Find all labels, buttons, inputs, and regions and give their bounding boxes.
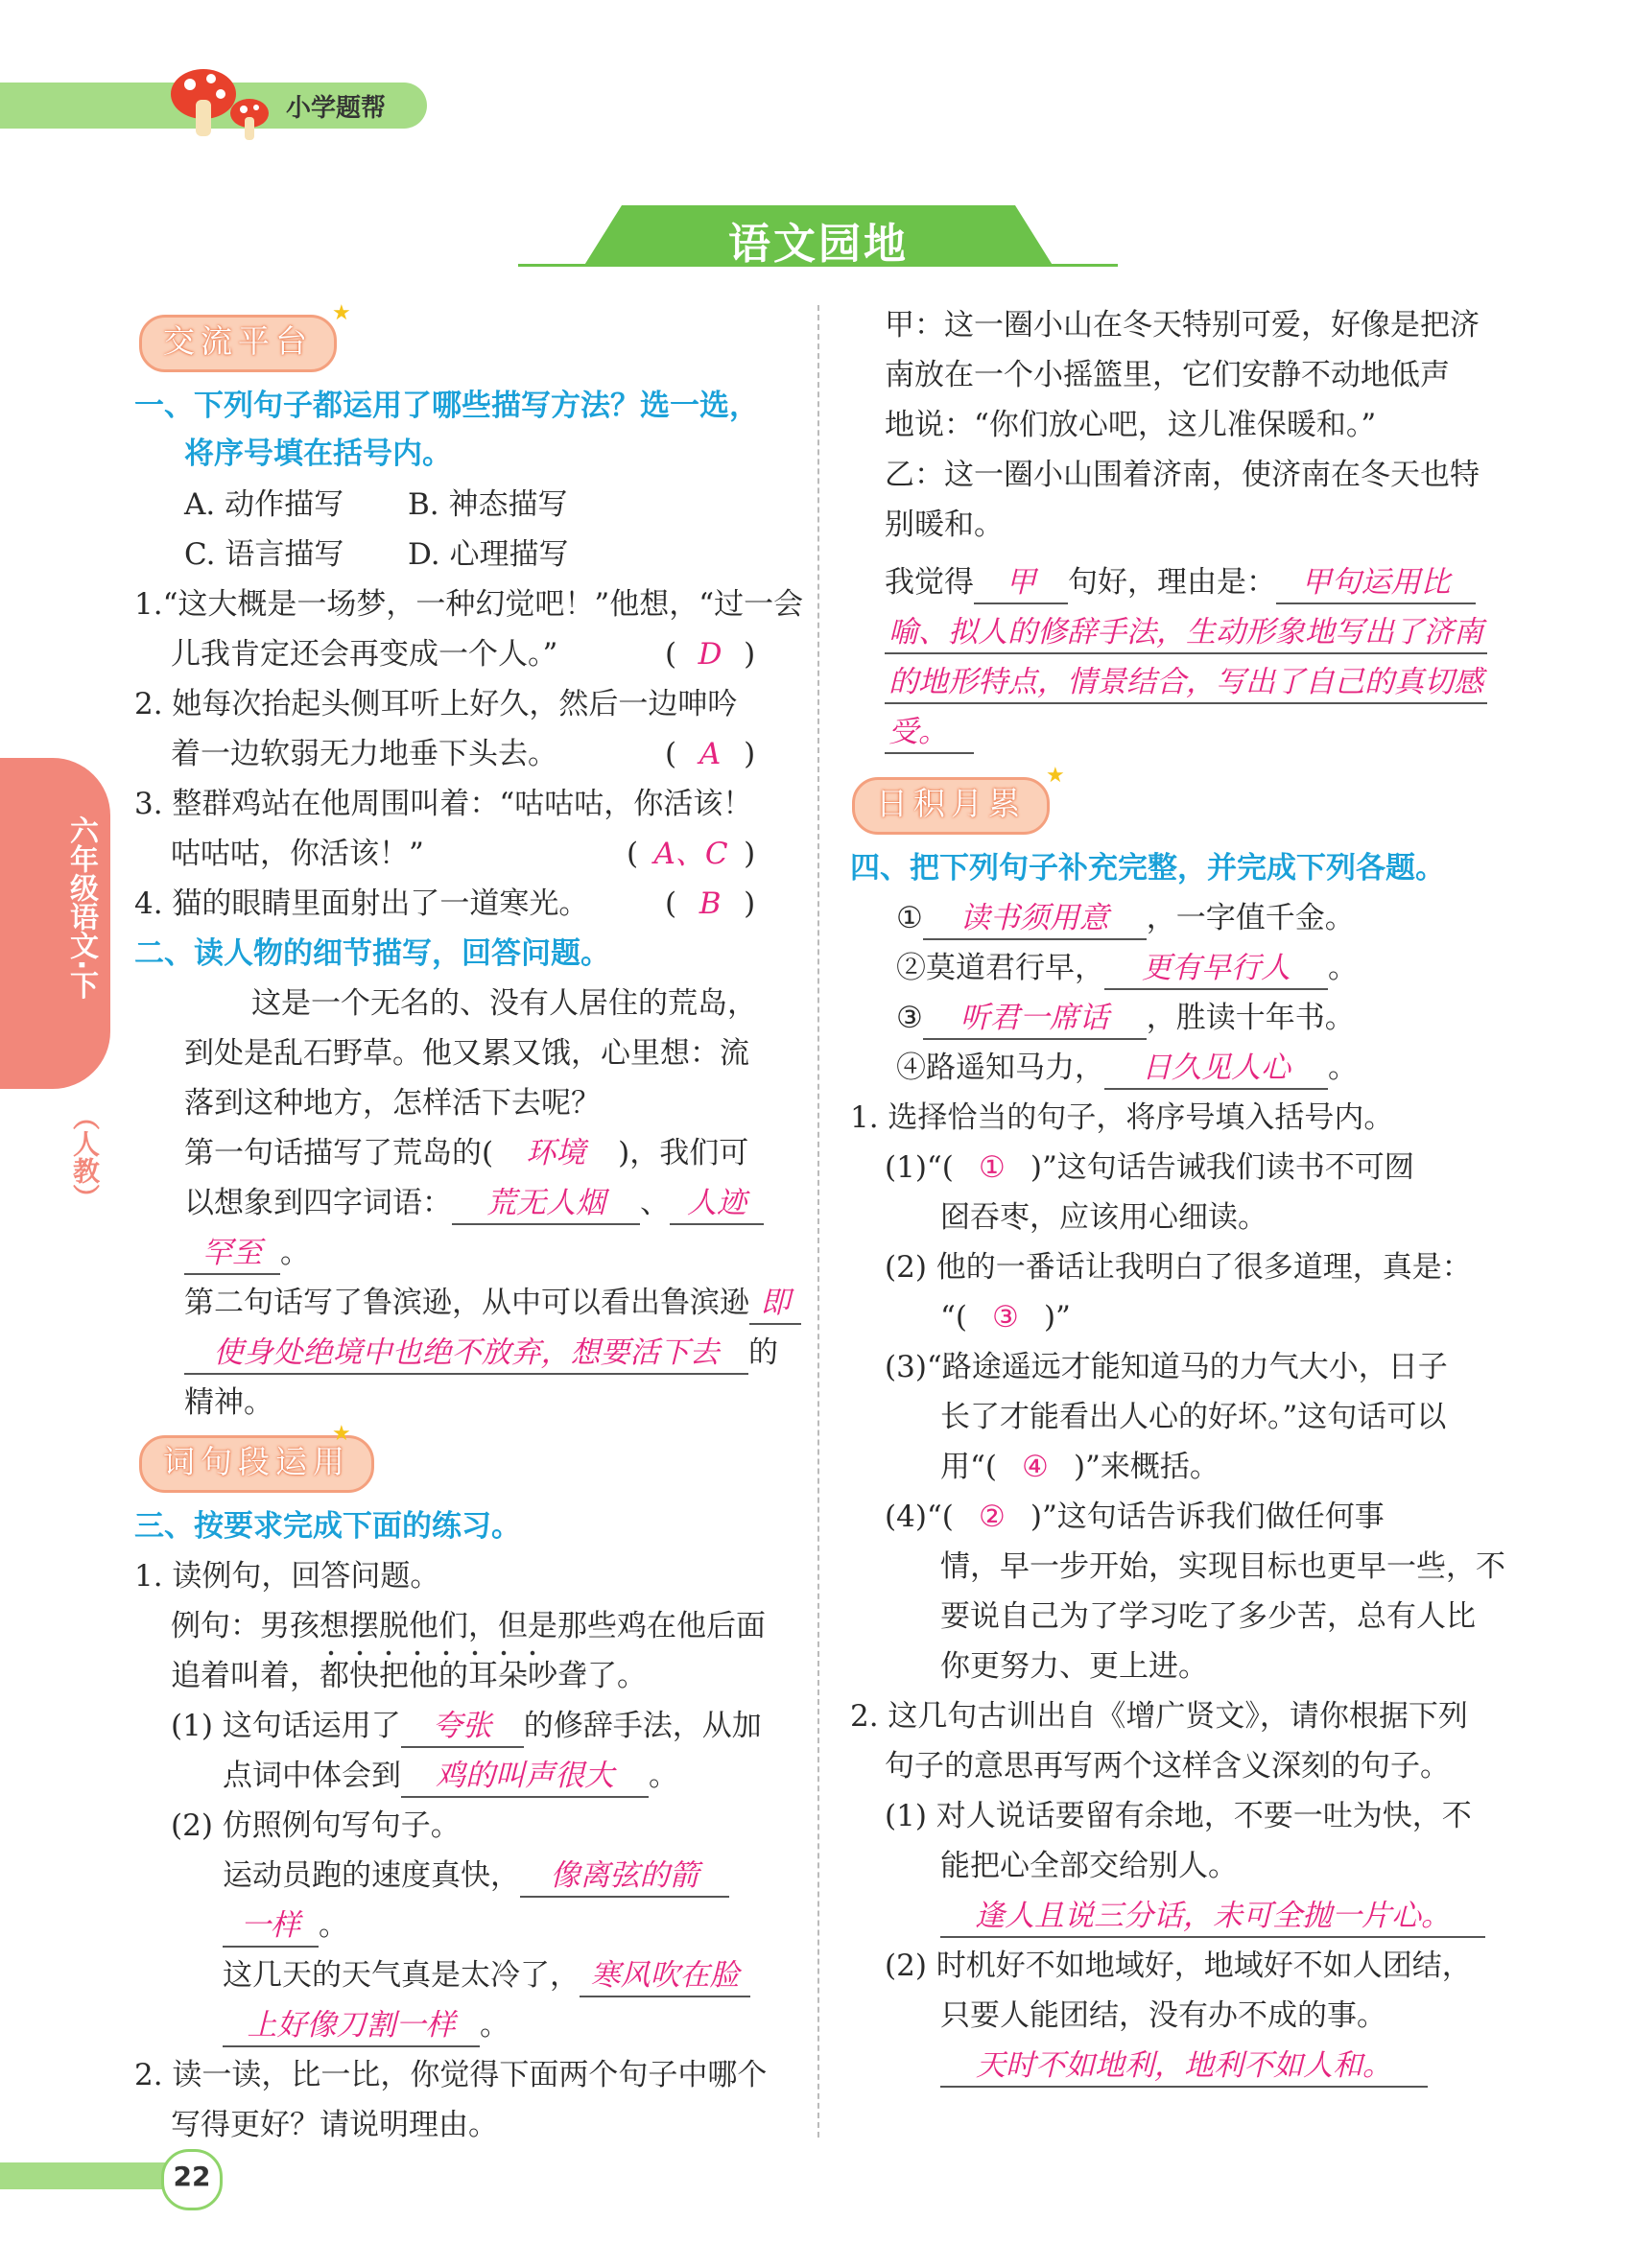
star-icon: ★ — [332, 301, 351, 325]
fill2-text: ②莫道君行早， — [896, 951, 1104, 985]
proverb-1-b: 能把心全部交给别人。 — [940, 1849, 1238, 1883]
s3-answer-b: 使身处绝境中也绝不放弃，想要活下去 — [184, 1333, 748, 1375]
proverb-1-answer: 逢人且说三分话，未可全抛一片心。 — [940, 1896, 1485, 1938]
choose-3-c — [940, 1447, 1220, 1487]
proverb-2-a: (2) 时机好不如地域好，地域好不如人团结， — [885, 1949, 1472, 1983]
q3-item2-b: 写得更好？请说明理由。 — [171, 2108, 498, 2142]
s2-end: 。 — [280, 1236, 310, 1270]
choose-4-b: 情，早一步开始，实现目标也更早一些，不 — [940, 1549, 1505, 1584]
q3-item1: 1. 读例句，回答问题。 — [134, 1559, 440, 1594]
fill-3 — [896, 998, 1355, 1040]
answer-line-s1 — [184, 1133, 748, 1173]
choose2-answer: ③ — [992, 1300, 1019, 1335]
choose-3-a: (3)“路途遥远才能知道马的力气大小，日子 — [885, 1350, 1448, 1384]
fill3-answer: 听君一席话 — [923, 998, 1147, 1040]
sub1-answer: 夸张 — [401, 1706, 524, 1748]
item2-line-b: 着一边软弱无力地垂下头去。 — [171, 737, 557, 771]
fill2-end: 。 — [1328, 951, 1358, 985]
item1-line-b: 儿我肯定还会再变成一个人。” — [171, 637, 558, 672]
write1-answer-a: 像离弦的箭 — [520, 1855, 729, 1898]
write1-line-a — [223, 1855, 729, 1898]
q1-title-a: 一、下列句子都运用了哪些描写方法？选一选， — [134, 389, 759, 423]
choose-1-a — [885, 1147, 1414, 1188]
option-b: B. 神态描写 — [408, 487, 568, 522]
reason-line-1 — [885, 562, 1476, 604]
item4-paren: ( B ) — [665, 884, 755, 924]
sub1-text-c: 点词中体会到 — [223, 1759, 401, 1793]
choose-2-a: (2) 他的一番话让我明白了很多道理，真是： — [885, 1250, 1472, 1285]
reason-line-4 — [885, 712, 974, 754]
q1-title-b: 将序号填在括号内。 — [184, 437, 452, 471]
item3-answer: A、C — [653, 837, 728, 871]
q4-title: 四、把下列句子补充完整，并完成下列各题。 — [850, 851, 1445, 886]
sub1-text-a: (1) 这句话运用了 — [171, 1709, 401, 1743]
s3-text-a: 第二句话写了鲁滨逊，从中可以看出鲁滨逊 — [184, 1286, 749, 1320]
choose-3-b: 长了才能看出人心的好坏。”这句话可以 — [940, 1400, 1447, 1434]
choose2-open: “( — [940, 1300, 967, 1335]
choose-4-d: 你更努力、更上进。 — [940, 1649, 1208, 1684]
proverb-1-answer-line — [940, 1896, 1485, 1938]
choose-1-b: 囵吞枣，应该用心细读。 — [940, 1200, 1267, 1235]
choose3-answer: ④ — [1022, 1450, 1049, 1484]
write2-end: 。 — [480, 2008, 509, 2043]
write2-answer-b: 上好像刀割一样 — [223, 2005, 480, 2047]
option-c: C. 语言描写 — [184, 537, 344, 572]
q3-title: 三、按要求完成下面的练习。 — [134, 1509, 521, 1544]
footer-bar — [0, 2162, 182, 2189]
answer-line-s3c: 精神。 — [184, 1385, 273, 1420]
write-title-a: 2. 这几句古训出自《增广贤文》，请你根据下列 — [850, 1699, 1468, 1734]
fill2-answer: 更有早行人 — [1104, 948, 1328, 990]
choose-4-c: 要说自己为了学习吃了多少苦，总有人比 — [940, 1599, 1476, 1634]
choose3-open: 用“( — [940, 1450, 997, 1484]
write2-answer-a: 寒风吹在脸 — [580, 1955, 750, 1997]
section-tag-accumulate — [852, 777, 1050, 835]
choose1-text: )”这句话告诫我们读书不可囫 — [1030, 1150, 1414, 1185]
star-icon: ★ — [332, 1422, 351, 1446]
sub1-line-b — [223, 1756, 678, 1798]
item4-line-a: 4. 猫的眼睛里面射出了一道寒光。 — [134, 886, 589, 921]
fill-4 — [896, 1048, 1358, 1090]
fill-2 — [896, 948, 1358, 990]
fill1-prefix: ① — [896, 901, 923, 935]
item3-paren: ( A、C ) — [627, 834, 755, 874]
s3-text-b: 的 — [748, 1335, 778, 1370]
choose-4-a — [885, 1497, 1385, 1537]
item4-answer: B — [699, 886, 722, 921]
reason-answer-a: 甲句运用比 — [1276, 562, 1476, 604]
item1-line-a: 1.“这大概是一场梦，一种幻觉吧！”他想，“过一会 — [134, 587, 804, 622]
fill1-text: ，一字值千金。 — [1146, 901, 1355, 935]
s1-text-b: )，我们可 — [618, 1136, 749, 1170]
reason-text-b: 句好，理由是： — [1068, 565, 1276, 600]
write1-end: 。 — [319, 1908, 348, 1943]
write-title-b: 句子的意思再写两个这样含义深刻的句子。 — [885, 1749, 1450, 1784]
s1-text-a: 第一句话描写了荒岛的( — [184, 1136, 494, 1170]
proverb-2-b: 只要人能团结，没有办不成的事。 — [940, 1998, 1386, 2033]
write2-text: 这几天的天气真是太冷了， — [223, 1958, 580, 1993]
jia-line-3: 地说：“你们放心吧，这儿准保暖和。” — [885, 408, 1377, 442]
option-a: A. 动作描写 — [184, 487, 344, 522]
s2-answer-1: 荒无人烟 — [452, 1183, 640, 1225]
sub1-line-a — [171, 1706, 762, 1748]
choose4-open: (4)“( — [885, 1500, 954, 1534]
item2-line-a: 2. 她每次抬起头侧耳听上好久，然后一边呻吟 — [134, 687, 738, 721]
choose-2-b — [940, 1297, 1071, 1337]
item3-line-a: 3. 整群鸡站在他周围叫着：“咕咕咕，你活该！ — [134, 787, 753, 821]
column-divider — [817, 305, 819, 2138]
write1-line-b — [223, 1905, 348, 1948]
fill4-answer: 日久见人心 — [1104, 1048, 1328, 1090]
write2-line-b — [223, 2005, 509, 2047]
reason-line-3 — [885, 662, 1487, 704]
write1-answer-b: 一样 — [223, 1905, 319, 1948]
proverb-2-answer: 天时不如地利，地利不如人和。 — [940, 2045, 1428, 2088]
write1-text: 运动员跑的速度真快， — [223, 1858, 520, 1893]
answer-line-s3 — [184, 1283, 801, 1325]
sub1-text-b: 的修辞手法，从加 — [523, 1709, 762, 1743]
passage-line-1: 这是一个无名的、没有人居住的荒岛， — [251, 986, 757, 1021]
passage-line-3: 落到这种地方，怎样活下去呢？ — [184, 1086, 601, 1121]
q3-item2-a: 2. 读一读，比一比，你觉得下面两个句子中哪个 — [134, 2058, 768, 2092]
answer-line-s3b — [184, 1333, 778, 1375]
star-icon: ★ — [1046, 764, 1065, 788]
proverb-1-a: (1) 对人说话要留有余地，不要一吐为快，不 — [885, 1799, 1472, 1833]
q2-title: 二、读人物的细节描写，回答问题。 — [134, 936, 610, 971]
example-line-2: 追着叫着，都快把他的耳朵吵聋了。 — [171, 1659, 647, 1693]
choose3-text: )”来概括。 — [1073, 1450, 1220, 1484]
s2-answer-2b: 罕至 — [184, 1233, 280, 1275]
fill-1 — [896, 898, 1355, 940]
choose1-answer: ① — [978, 1150, 1006, 1185]
s2-text-a: 以想象到四字词语： — [184, 1186, 452, 1220]
sub2-title: (2) 仿照例句写句子。 — [171, 1808, 461, 1843]
side-tab-edition: （人教） — [69, 1103, 101, 1211]
s2-answer-2a: 人迹 — [670, 1183, 764, 1225]
reason-text-a: 我觉得 — [885, 565, 974, 600]
s2-separator: 、 — [640, 1186, 670, 1220]
write2-line-a — [223, 1955, 750, 1997]
fill4-end: 。 — [1328, 1051, 1358, 1085]
item1-paren: ( D ) — [665, 634, 755, 674]
fill3-text: ，胜读十年书。 — [1146, 1001, 1355, 1035]
yi-line-2: 别暖和。 — [885, 508, 1004, 542]
reason-answer-b: 喻、拟人的修辞手法，生动形象地写出了济南 — [885, 612, 1487, 654]
fill4-text: ④路遥知马力， — [896, 1051, 1104, 1085]
page-title: 语文园地 — [728, 220, 909, 269]
item2-answer: A — [699, 737, 722, 771]
fill3-prefix: ③ — [896, 1001, 923, 1035]
jia-line-2: 南放在一个小摇篮里，它们安静不动地低声 — [885, 358, 1450, 392]
section-tag-usage-label: 词句段运用 — [163, 1443, 350, 1480]
item1-answer: D — [698, 637, 722, 672]
proverb-2-answer-line — [940, 2045, 1428, 2088]
reason-answer-choice: 甲 — [974, 562, 1068, 604]
page-number: 22 — [173, 2161, 211, 2192]
reason-answer-c: 的地形特点，情景结合，写出了自己的真切感 — [885, 662, 1487, 704]
fill1-answer: 读书须用意 — [923, 898, 1147, 940]
jia-line-1: 甲：这一圈小山在冬天特别可爱，好像是把济 — [885, 308, 1480, 343]
mushroom-logo — [163, 58, 278, 144]
section-tag-exchange — [139, 315, 337, 372]
s3-answer-a: 即 — [749, 1283, 801, 1325]
section-tag-accumulate-label: 日积月累 — [876, 785, 1026, 822]
brand-name: 小学题帮 — [286, 94, 387, 123]
sub1-end: 。 — [649, 1759, 678, 1793]
reason-line-2 — [885, 612, 1487, 654]
s1-answer: 环境 — [526, 1136, 586, 1170]
choose4-answer: ② — [978, 1500, 1006, 1534]
item2-paren: ( A ) — [665, 734, 755, 774]
answer-line-s2 — [184, 1183, 764, 1225]
option-d: D. 心理描写 — [408, 537, 569, 572]
example-line-1: 例句：男孩想摆脱他们，但是那些鸡在他后面 — [171, 1609, 766, 1643]
sub1-answer-2: 鸡的叫声很大 — [401, 1756, 649, 1798]
yi-line-1: 乙：这一圈小山围着济南，使济南在冬天也特 — [885, 458, 1480, 492]
emphasis-dots — [317, 1650, 547, 1656]
passage-line-2: 到处是乱石野草。他又累又饿，心里想：流 — [184, 1036, 749, 1071]
answer-line-s2b — [184, 1233, 310, 1275]
choose1-open: (1)“( — [885, 1150, 954, 1185]
reason-answer-d: 受。 — [885, 712, 974, 754]
choose-title: 1. 选择恰当的句子，将序号填入括号内。 — [850, 1100, 1394, 1135]
item3-line-b: 咕咕咕，你活该！” — [171, 837, 424, 871]
side-tab-grade: 六年级语文·下 — [64, 815, 98, 1000]
section-tag-exchange-label: 交流平台 — [163, 322, 313, 360]
choose4-text: )”这句话告诉我们做任何事 — [1030, 1500, 1385, 1534]
choose2-close: )” — [1043, 1300, 1071, 1335]
